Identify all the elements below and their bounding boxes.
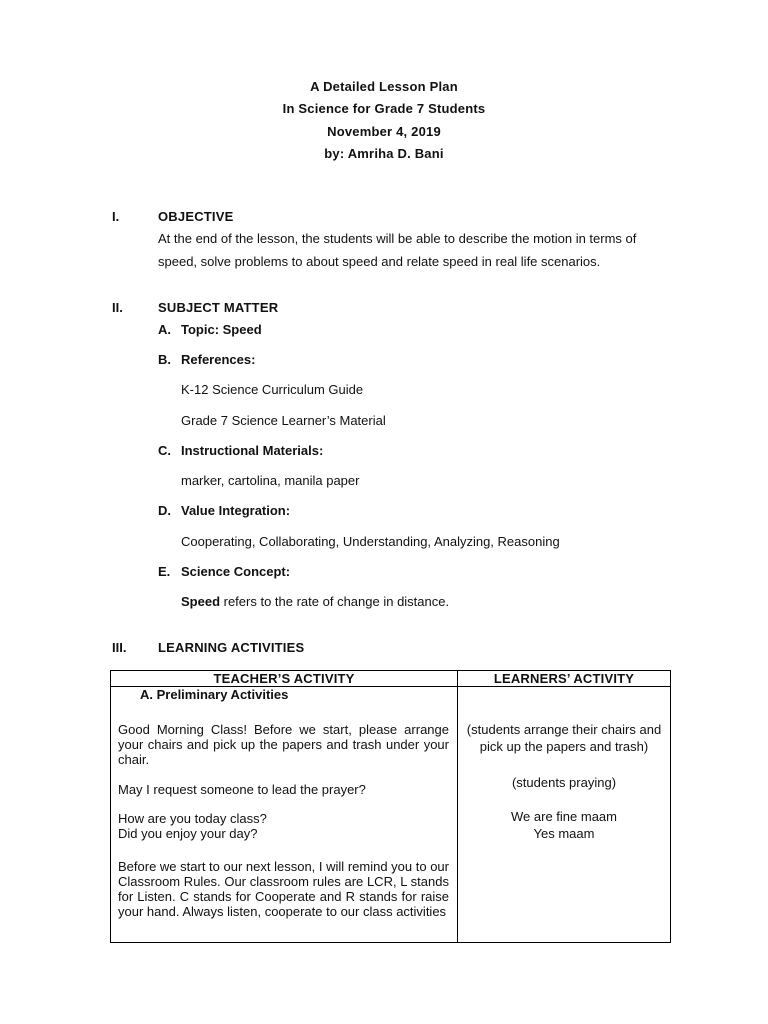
- objective-heading: OBJECTIVE: [158, 209, 234, 224]
- activities-numeral: III.: [112, 640, 127, 655]
- materials-label: Instructional Materials:: [181, 443, 324, 458]
- teacher-line: How are you today class?: [118, 811, 267, 826]
- teacher-column-header: TEACHER’S ACTIVITY: [111, 671, 458, 687]
- learner-line: We are fine maam: [511, 809, 617, 824]
- references-letter: B.: [158, 352, 171, 367]
- teacher-line: Did you enjoy your day?: [118, 826, 258, 841]
- teacher-cell: [111, 687, 458, 943]
- learner-cell: [458, 687, 671, 943]
- topic-letter: A.: [158, 322, 171, 337]
- learner-column-header: LEARNERS’ ACTIVITY: [458, 671, 671, 687]
- teacher-line: May I request someone to lead the prayer?: [118, 782, 366, 797]
- activities-table: [110, 670, 671, 943]
- doc-date: November 4, 2019: [327, 123, 441, 139]
- reference-item: Grade 7 Science Learner’s Material: [181, 413, 386, 428]
- values-label: Value Integration:: [181, 503, 291, 518]
- concept-label: Science Concept:: [181, 564, 291, 579]
- concept-text: [181, 594, 449, 609]
- doc-subject: In Science for Grade 7 Students: [282, 101, 486, 117]
- activities-heading: LEARNING ACTIVITIES: [158, 640, 305, 655]
- objective-numeral: I.: [112, 209, 120, 224]
- preliminary-activities-heading: A. Preliminary Activities: [140, 687, 289, 702]
- materials-text: marker, cartolina, manila paper: [181, 473, 360, 488]
- document-header: [0, 76, 768, 166]
- learner-line: Yes maam: [533, 826, 595, 841]
- reference-item: K-12 Science Curriculum Guide: [181, 382, 364, 397]
- references-label: References:: [181, 352, 256, 367]
- objective-text: At the end of the lesson, the students will be able to describe the motion in terms of speed, solve problems to about speed and relate speed in real life scenarios.: [158, 231, 637, 269]
- topic-label: Topic: Speed: [181, 322, 262, 337]
- concept-definition: refers to the rate of change in distance.: [220, 594, 450, 609]
- learner-line: (students praying): [511, 775, 617, 790]
- concept-term: Speed: [181, 594, 221, 609]
- learner-line: (students arrange their chairs and pick up the papers and trash): [466, 722, 662, 754]
- materials-letter: C.: [158, 443, 171, 458]
- subject-matter-numeral: II.: [112, 300, 123, 315]
- doc-author: by: Amriha D. Bani: [324, 146, 444, 162]
- concept-letter: E.: [158, 564, 171, 579]
- doc-title: A Detailed Lesson Plan: [310, 79, 458, 94]
- values-text: Cooperating, Collaborating, Understanding, Analyzing, Reasoning: [181, 534, 560, 549]
- values-letter: D.: [158, 503, 171, 518]
- teacher-line: Good Morning Class! Before we start, please arrange your chairs and pick up the papers and trash under your chair.: [118, 722, 449, 767]
- subject-matter-heading: SUBJECT MATTER: [158, 300, 279, 315]
- teacher-line: Before we start to our next lesson, I will remind you to our Classroom Rules. Our classroom rules are LCR, L stands for Listen. C stands for Cooperate and R stands for raise your hand. Always listen, cooperate to our class activities: [118, 859, 449, 919]
